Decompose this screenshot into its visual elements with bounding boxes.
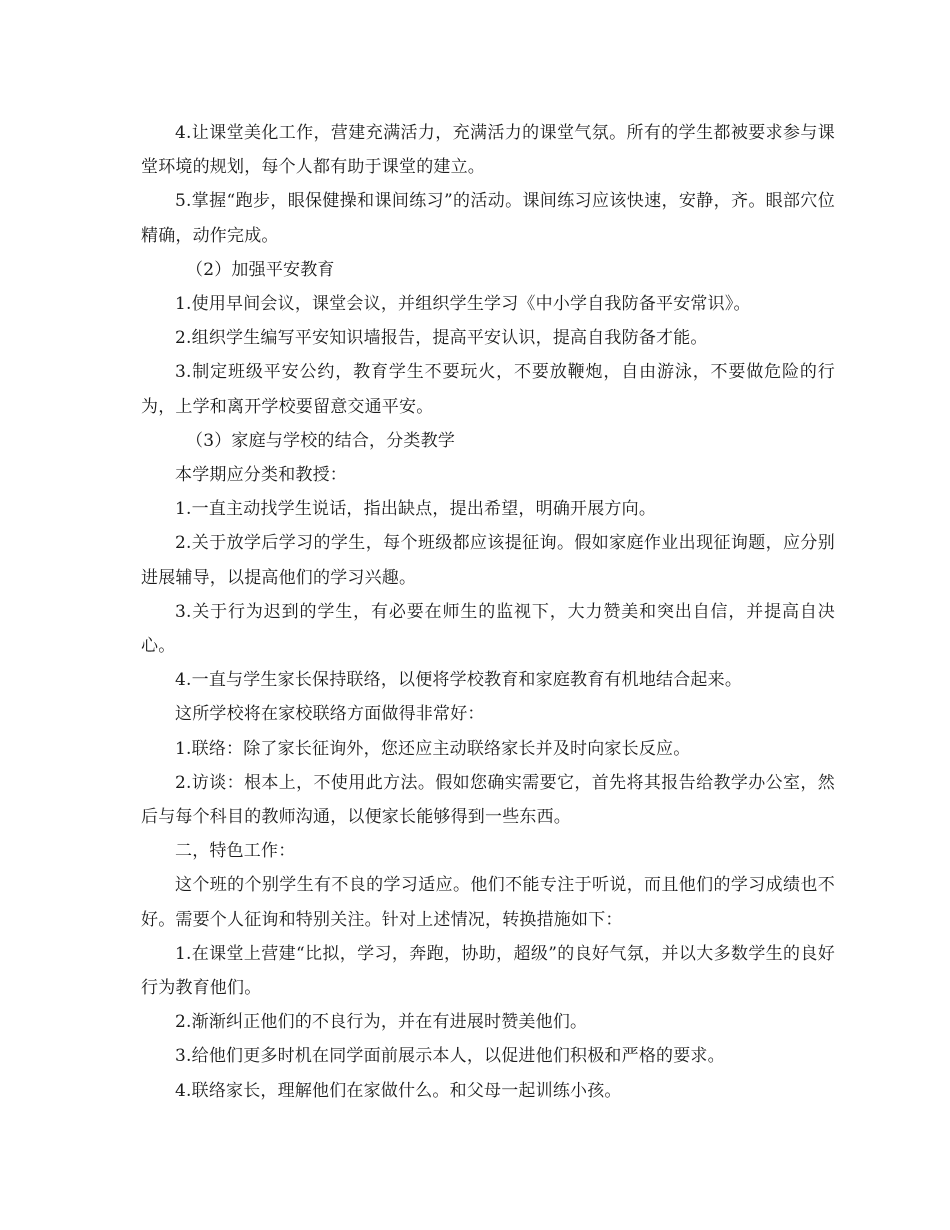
paragraph-parent-contact: 4.一直与学生家长保持联络，以便将学校教育和家庭教育有机地结合起来。 [175,670,743,691]
paragraph-after-school: 2.关于放学后学习的学生，每个班级都应该提征询。假如家庭作业出现征询题，应分别进展辅导，以提高他们的学习兴趣。 [141,533,835,588]
paragraph-exercise-activities: 5.掌握“跑步，眼保健操和课间练习”的活动。课间练习应该快速，安静，齐。眼部穴位精确，动作完成。 [141,191,835,246]
paragraph-contact-parents: 4.联络家长，理解他们在家做什么。和父母一起训练小孩。 [175,1080,622,1101]
paragraph-semester-intro: 本学期应分类和教授： [175,465,347,486]
paragraph-talk-students: 1.一直主动找学生说话，指出缺点，提出希望，明确开展方向。 [175,499,657,520]
paragraph-special-students: 这个班的个别学生有不良的学习适应。他们不能专注于听说，而且他们的学习成绩也不好。需要个人征询和特别关注。针对上述情况，转换措施如下： [141,875,835,930]
paragraph-more-opportunities: 3.给他们更多时机在同学面前展示本人，以促进他们积极和严格的要求。 [175,1046,725,1067]
paragraph-safety-wall-report: 2.组织学生编写平安知识墙报告，提高平安认识，提高自我防备才能。 [175,328,708,349]
paragraph-safety-convention: 3.制定班级平安公约，教育学生不要玩火，不要放鞭炮，自由游泳，不要做危险的行为，上学和离开学校要留意交通平安。 [141,362,835,417]
paragraph-classroom-decoration: 4.让课堂美化工作，营建充满活力，充满活力的课堂气氛。所有的学生都被要求参与课堂环境的规划，每个人都有助于课堂的建立。 [141,123,835,178]
paragraph-good-atmosphere: 1.在课堂上营建“比拟，学习，奔跑，协助，超级”的良好气氛，并以大多数学生的良好行为教育他们。 [141,943,835,999]
paragraph-safety-meetings: 1.使用早间会议，课堂会议，并组织学生学习《中小学自我防备平安常识》。 [175,294,751,315]
section-heading-home-school: （3）家庭与学校的结合，分类教学 [186,430,456,451]
paragraph-interview-method: 2.访谈：根本上，不使用此方法。假如您确实需要它，首先将其报告给教学办公室，然后与每个科目的教师沟通，以便家长能够得到一些东西。 [141,772,835,828]
section-heading-special-work: 二，特色工作： [175,841,296,862]
paragraph-contact-method: 1.联络：除了家长征询外，您还应主动联络家长并及时向家长反应。 [175,738,691,759]
paragraph-home-school-intro: 这所学校将在家校联络方面做得非常好： [175,704,485,725]
paragraph-late-students: 3.关于行为迟到的学生，有必要在师生的监视下，大力赞美和突出自信，并提高自决心。 [141,601,835,657]
section-heading-safety-education: （2）加强平安教育 [186,259,335,280]
paragraph-correct-behavior: 2.渐渐纠正他们的不良行为，并在有进展时赞美他们。 [175,1012,588,1033]
